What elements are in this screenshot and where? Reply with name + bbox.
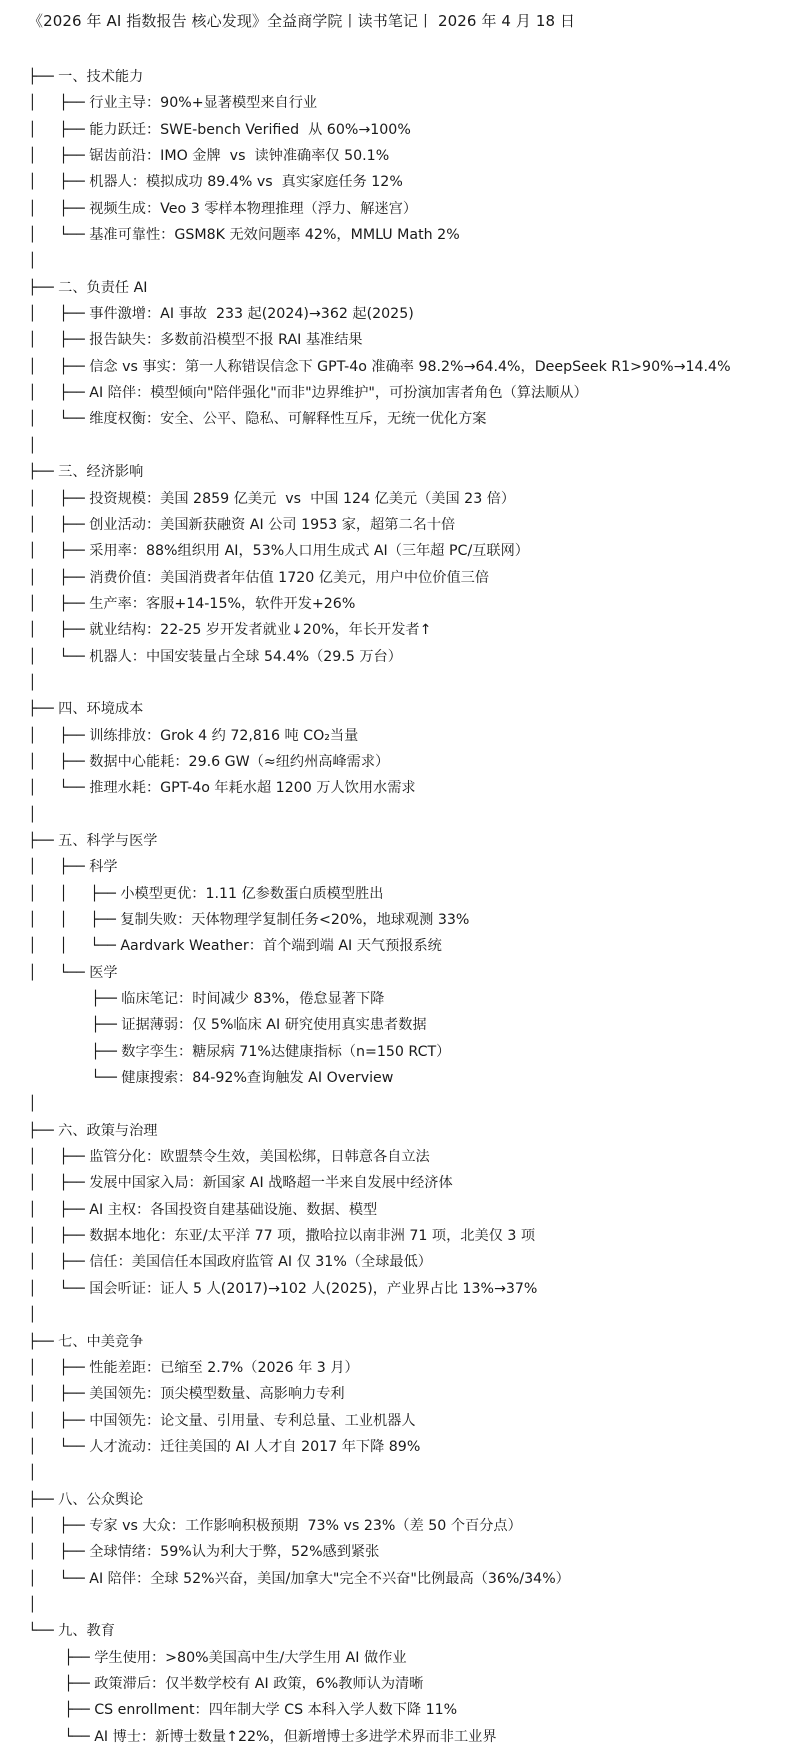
tree-branch-glyph: │ └── [28, 964, 90, 981]
tree-branch-glyph: ├── [28, 701, 59, 718]
outline-line [28, 854, 798, 880]
outline-line-text: 采用率：88%组织用 AI，53%人口用生成式 AI（三年超 PC/互联网） [89, 543, 529, 560]
tree-branch-glyph: │ ├── [28, 595, 90, 612]
tree-branch-glyph: ├── [28, 1333, 59, 1350]
tree-branch-glyph: │ ├── [28, 753, 90, 770]
outline-line [28, 275, 798, 301]
tree-branch-glyph: │ │ ├── [28, 885, 121, 902]
outline-line [28, 1329, 798, 1355]
outline-line [28, 933, 798, 959]
outline-line [28, 64, 798, 90]
tree-branch-glyph: │ └── [28, 648, 90, 665]
outline-line [28, 538, 798, 564]
tree-branch-glyph: │ ├── [28, 1544, 90, 1561]
outline-line [28, 1513, 798, 1539]
document-title: 《2026 年 AI 指数报告 核心发现》全益商学院丨读书笔记丨 2026 年 4 月 18 日 [28, 12, 576, 30]
outline-line-text: AI 主权：各国投资自建基础设施、数据、模型 [89, 1201, 378, 1218]
tree-branch-glyph: │ ├── [28, 174, 90, 191]
outline-line [28, 1302, 798, 1328]
tree-branch-glyph: └── [28, 1070, 122, 1087]
tree-branch-glyph: │ ├── [28, 1201, 90, 1218]
outline-line [28, 1249, 798, 1275]
outline-line [28, 222, 798, 248]
outline-line [28, 881, 798, 907]
outline-line-text: 基准可靠性：GSM8K 无效问题率 42%，MMLU Math 2% [89, 227, 460, 244]
tree-branch-glyph: ├── [28, 1122, 59, 1139]
outline-line-text: 就业结构：22-25 岁开发者就业↓20%，年长开发者↑ [89, 622, 432, 639]
outline-line [28, 327, 798, 353]
outline-line-text: 临床笔记：时间减少 83%，倦怠显著下降 [121, 991, 385, 1008]
tree-branch-glyph: │ ├── [28, 1149, 90, 1166]
tree-branch-glyph: │ ├── [28, 543, 90, 560]
outline-line-text: 四、环境成本 [58, 701, 144, 718]
tree-branch-glyph: │ ├── [28, 358, 90, 375]
outline-line [28, 143, 798, 169]
outline-line [28, 90, 798, 116]
outline-line-text: 中国领先：论文量、引用量、专利总量、工业机器人 [89, 1412, 416, 1429]
outline-line [28, 723, 798, 749]
outline-line-text: 机器人：模拟成功 89.4% vs 真实家庭任务 12% [89, 174, 403, 191]
outline-line-text: 证据薄弱：仅 5%临床 AI 研究使用真实患者数据 [121, 1017, 427, 1034]
outline-line [28, 1170, 798, 1196]
tree-branch-glyph: │ [28, 253, 37, 270]
outline-line-text: 三、经济影响 [58, 464, 144, 481]
tree-branch-glyph: │ ├── [28, 95, 90, 112]
tree-branch-glyph: │ ├── [28, 490, 90, 507]
outline-line-text: AI 博士：新博士数量↑22%，但新增博士多进学术界而非工业界 [94, 1728, 497, 1745]
tree-branch-glyph: │ └── [28, 1570, 90, 1587]
outline-line [28, 1671, 798, 1697]
outline-line [28, 1566, 798, 1592]
outline-line-text: 全球情绪：59%认为利大于弊，52%感到紧张 [89, 1544, 380, 1561]
tree-branch-glyph: │ └── [28, 1280, 90, 1297]
outline-line-text: AI 陪伴：模型倾向"陪伴强化"而非"边界维护"，可扮演加害者角色（算法顺从） [89, 385, 588, 402]
tree-branch-glyph: │ ├── [28, 516, 90, 533]
outline-line [28, 1091, 798, 1117]
outline-line-text: Aardvark Weather：首个端到端 AI 天气预报系统 [120, 938, 442, 955]
outline-line [28, 828, 798, 854]
tree-branch-glyph: │ ├── [28, 1359, 90, 1376]
tree-branch-glyph: │ [28, 437, 37, 454]
outline-line-text: 报告缺失：多数前沿模型不报 RAI 基准结果 [89, 332, 363, 349]
outline-line [28, 380, 798, 406]
outline-line-text: 锯齿前沿：IMO 金牌 vs 读钟准确率仅 50.1% [89, 148, 390, 165]
outline-line [28, 1355, 798, 1381]
outline-line [28, 591, 798, 617]
tree-branch-glyph: │ ├── [28, 569, 90, 586]
outline-line [28, 1724, 798, 1750]
outline-line [28, 354, 798, 380]
outline-line [28, 433, 798, 459]
outline-line [28, 1381, 798, 1407]
tree-branch-glyph: │ │ ├── [28, 912, 121, 928]
outline-line [28, 617, 798, 643]
tree-branch-glyph: │ [28, 806, 37, 823]
outline-line [28, 1487, 798, 1513]
outline-line [28, 775, 798, 801]
outline-line-text: 监管分化：欧盟禁令生效，美国松绑，日韩意各自立法 [89, 1149, 430, 1166]
outline-line-text: 美国领先：顶尖模型数量、高影响力专利 [89, 1386, 345, 1403]
tree-branch-glyph: │ │ └── [28, 938, 121, 955]
outline-line [28, 1697, 798, 1723]
outline-line-text: 学生使用：>80%美国高中生/大学生用 AI 做作业 [94, 1649, 407, 1666]
tree-branch-glyph: │ ├── [28, 332, 90, 349]
outline-line-text: 五、科学与医学 [58, 832, 158, 849]
outline-line [28, 406, 798, 432]
tree-branch-glyph: │ └── [28, 1438, 90, 1455]
tree-branch-glyph: │ ├── [28, 1412, 90, 1429]
tree-branch-glyph: │ ├── [28, 1386, 90, 1403]
tree-branch-glyph: │ ├── [28, 622, 90, 639]
outline-tree [28, 64, 798, 1750]
outline-line-text: AI 陪伴：全球 52%兴奋，美国/加拿大"完全不兴奋"比例最高（36%/34%） [89, 1570, 570, 1587]
tree-branch-glyph: │ ├── [28, 1254, 90, 1271]
tree-branch-glyph: ├── [28, 991, 122, 1008]
tree-branch-glyph: ├── [28, 832, 59, 849]
outline-line [28, 986, 798, 1012]
outline-line-text: 六、政策与治理 [58, 1122, 158, 1139]
outline-line-text: 科学 [89, 859, 118, 876]
tree-branch-glyph: ├── [28, 1702, 95, 1719]
outline-line-text: 九、教育 [58, 1623, 115, 1640]
outline-line-text: 数据本地化：东亚/太平洋 77 项，撒哈拉以南非洲 71 项，北美仅 3 项 [89, 1228, 536, 1245]
outline-line-text: 训练排放：Grok 4 约 72,816 吨 CO₂当量 [89, 727, 359, 744]
outline-line [28, 1539, 798, 1565]
tree-branch-glyph: │ ├── [28, 1228, 90, 1245]
tree-branch-glyph: │ ├── [28, 859, 90, 876]
outline-line [28, 1618, 798, 1644]
tree-branch-glyph: ├── [28, 279, 59, 296]
outline-line [28, 169, 798, 195]
outline-line [28, 960, 798, 986]
outline-line-text: 一、技术能力 [58, 69, 144, 85]
outline-line [28, 1223, 798, 1249]
tree-branch-glyph: └── [28, 1623, 59, 1640]
outline-line [28, 670, 798, 696]
outline-line [28, 1408, 798, 1434]
outline-line [28, 117, 798, 143]
outline-line [28, 1197, 798, 1223]
outline-line-text: CS enrollment：四年制大学 CS 本科入学人数下降 11% [94, 1702, 458, 1719]
outline-line-text: 视频生成：Veo 3 零样本物理推理（浮力、解迷宫） [89, 200, 418, 217]
outline-line-text: 小模型更优：1.11 亿参数蛋白质模型胜出 [120, 885, 384, 902]
tree-branch-glyph: │ [28, 674, 37, 691]
tree-branch-glyph: ├── [28, 69, 59, 85]
tree-branch-glyph: │ ├── [28, 385, 90, 402]
tree-branch-glyph: ├── [28, 1675, 95, 1692]
tree-branch-glyph: │ └── [28, 411, 90, 428]
outline-line [28, 196, 798, 222]
tree-branch-glyph: ├── [28, 1043, 122, 1060]
outline-line-text: 专家 vs 大众：工作影响积极预期 73% vs 23%（差 50 个百分点） [89, 1517, 522, 1534]
tree-branch-glyph: ├── [28, 1491, 59, 1508]
tree-branch-glyph: │ ├── [28, 306, 90, 323]
outline-line-text: 推理水耗：GPT-4o 年耗水超 1200 万人饮用水需求 [89, 780, 416, 797]
outline-line-text: 创业活动：美国新获融资 AI 公司 1953 家，超第二名十倍 [89, 516, 456, 533]
outline-line-text: 医学 [89, 964, 118, 981]
tree-branch-glyph: │ ├── [28, 200, 90, 217]
outline-line-text: 信念 vs 事实：第一人称错误信念下 GPT-4o 准确率 98.2%→64.4%，DeepSeek R1>90%→14.4% [89, 358, 731, 375]
outline-line [28, 1434, 798, 1460]
outline-line-text: 行业主导：90%+显著模型来自行业 [89, 95, 318, 112]
outline-line-text: 国会听证：证人 5 人(2017)→102 人(2025)，产业界占比 13%→37% [89, 1280, 538, 1297]
tree-branch-glyph: │ [28, 1096, 37, 1113]
tree-branch-glyph: ├── [28, 1649, 95, 1666]
outline-line-text: 维度权衡：安全、公平、隐私、可解释性互斥，无统一优化方案 [89, 411, 487, 428]
outline-line-text: 八、公众舆论 [58, 1491, 144, 1508]
outline-line [28, 459, 798, 485]
outline-line [28, 1645, 798, 1671]
tree-branch-glyph: │ ├── [28, 121, 90, 138]
tree-branch-glyph: │ ├── [28, 148, 90, 165]
outline-line [28, 802, 798, 828]
outline-line [28, 1592, 798, 1618]
outline-line [28, 248, 798, 274]
outline-line [28, 486, 798, 512]
outline-line-text: 健康搜索：84-92%查询触发 AI Overview [121, 1070, 394, 1087]
tree-branch-glyph: ├── [28, 1017, 122, 1034]
outline-line-text: 发展中国家入局：新国家 AI 战略超一半来自发展中经济体 [89, 1175, 453, 1192]
outline-line-text: 事件激增：AI 事故 233 起(2024)→362 起(2025) [89, 306, 414, 323]
tree-branch-glyph: │ [28, 1596, 37, 1613]
outline-line-text: 信任：美国信任本国政府监管 AI 仅 31%（全球最低） [89, 1254, 432, 1271]
tree-branch-glyph: │ ├── [28, 1517, 90, 1534]
outline-line [28, 512, 798, 538]
outline-line [28, 644, 798, 670]
outline-line [28, 1460, 798, 1486]
tree-branch-glyph: │ └── [28, 227, 90, 244]
outline-line-text: 数字孪生：糖尿病 71%达健康指标（n=150 RCT） [121, 1043, 451, 1060]
tree-branch-glyph: ├── [28, 464, 59, 481]
outline-line [28, 749, 798, 775]
outline-line [28, 907, 798, 933]
outline-line-text: 生产率：客服+14-15%，软件开发+26% [89, 595, 356, 612]
outline-line [28, 1012, 798, 1038]
tree-branch-glyph: │ [28, 1307, 37, 1324]
outline-line [28, 1144, 798, 1170]
tree-branch-glyph: └── [28, 1728, 95, 1745]
outline-line [28, 1276, 798, 1302]
outline-line-text: 机器人：中国安装量占全球 54.4%（29.5 万台） [89, 648, 402, 665]
tree-branch-glyph: │ ├── [28, 727, 90, 744]
outline-line-text: 能力跃迁：SWE-bench Verified 从 60%→100% [89, 121, 411, 138]
outline-line [28, 1118, 798, 1144]
outline-line [28, 696, 798, 722]
outline-line-text: 消费价值：美国消费者年估值 1720 亿美元，用户中位价值三倍 [89, 569, 490, 586]
outline-line-text: 数据中心能耗：29.6 GW（≈纽约州高峰需求） [89, 753, 390, 770]
outline-line-text: 政策滞后：仅半数学校有 AI 政策，6%教师认为清晰 [94, 1675, 424, 1692]
outline-line [28, 301, 798, 327]
outline-line [28, 565, 798, 591]
tree-branch-glyph: │ ├── [28, 1175, 90, 1192]
outline-line-text: 二、负责任 AI [58, 279, 148, 296]
tree-branch-glyph: │ [28, 1465, 37, 1482]
outline-line-text: 复制失败：天体物理学复制任务<20%，地球观测 33% [120, 912, 470, 928]
outline-line [28, 1065, 798, 1091]
outline-line-text: 投资规模：美国 2859 亿美元 vs 中国 124 亿美元（美国 23 倍） [89, 490, 516, 507]
outline-line-text: 性能差距：已缩至 2.7%（2026 年 3 月） [89, 1359, 359, 1376]
outline-line-text: 人才流动：迁往美国的 AI 人才自 2017 年下降 89% [89, 1438, 421, 1455]
tree-branch-glyph: │ └── [28, 780, 90, 797]
outline-line-text: 七、中美竞争 [58, 1333, 144, 1350]
outline-line [28, 1039, 798, 1065]
